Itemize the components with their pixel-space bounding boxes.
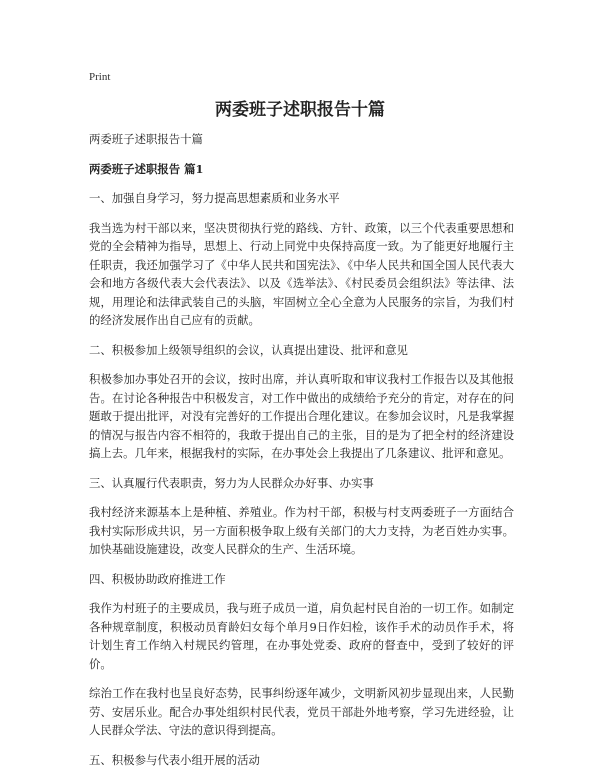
- section-heading: 二、积极参加上级领导组织的会议，认真提出建设、批评和意见: [89, 342, 408, 357]
- section-heading: 三、认真履行代表职责，努力为人民群众办好事、办实事: [89, 475, 374, 490]
- body-paragraph: 我作为村班子的主要成员，我与班子成员一道，肩负起村民自治的一切工作。如制定各种规章制度，积极动员育龄妇女每个单月9日作妇检，该作手术的动员作手术，将计划生育工作纳入村规民约管理，在办事处党委、政府的督查中，受到了较好的评价。: [89, 601, 514, 671]
- section-heading: 四、积极协助政府推进工作: [89, 571, 226, 586]
- section-heading: 一、加强自身学习，努力提高思想素质和业务水平: [89, 191, 340, 205]
- body-paragraph: 我当选为村干部以来，坚决贯彻执行党的路线、方针、政策，以三个代表重要思想和党的全会精神为指导，思想上、行动上同党中央保持高度一致。为了能更好地履行主任职责，我还加强学习了《中华人民共和国宪法》、《中华人民共和国全国人民代表大会和地方各级代表大会代表法》、以及《选举法》、《村民委员会组织法》等法律、法规，用理论和法律武装自己的头脑，牢固树立全心全意为人民服务的宗旨，为我们村的经济发展作出自己应有的贡献。: [89, 220, 514, 327]
- body-paragraph: 积极参加办事处召开的会议，按时出席，并认真听取和审议我村工作报告以及其他报告。在讨论各种报告中积极发言，对工作中做出的成绩给予充分的肯定，对存在的问题敢于提出批评，对没有完善好的工作提出合理化建议。在参加会议时，凡是我掌握的情况与报告内容不相符的，我敢于提出自己的主张，目的是为了把全村的经济建设搞上去。几年来，根据我村的实际，在办事处会上我提出了几条建议、批评和意见。: [89, 372, 514, 460]
- document-body: [89, 130, 514, 780]
- page-title: 两委班子述职报告十篇: [215, 100, 385, 120]
- document-subtitle: 两委班子述职报告十篇: [89, 132, 203, 146]
- print-link[interactable]: Print: [89, 71, 111, 83]
- body-paragraph: 我村经济来源基本上是种植、养殖业。作为村干部，积极与村支两委班子一方面结合我村实际形成共识，另一方面积极争取上级有关部门的大力支持，为老百姓办实事。加快基础设施建设，改变人民群众的生产、生活环境。: [89, 505, 514, 556]
- section-heading: 五、积极参与代表小组开展的活动: [89, 752, 260, 767]
- section-title: 两委班子述职报告 篇1: [89, 161, 204, 176]
- body-paragraph: 综治工作在我村也呈良好态势，民事纠纷逐年减少，文明新风初步显现出来，人民勤劳、安居乐业。配合办事处组织村民代表，党员干部赴外地考察，学习先进经验，让人民群众学法、守法的意识得到提高。: [89, 686, 514, 737]
